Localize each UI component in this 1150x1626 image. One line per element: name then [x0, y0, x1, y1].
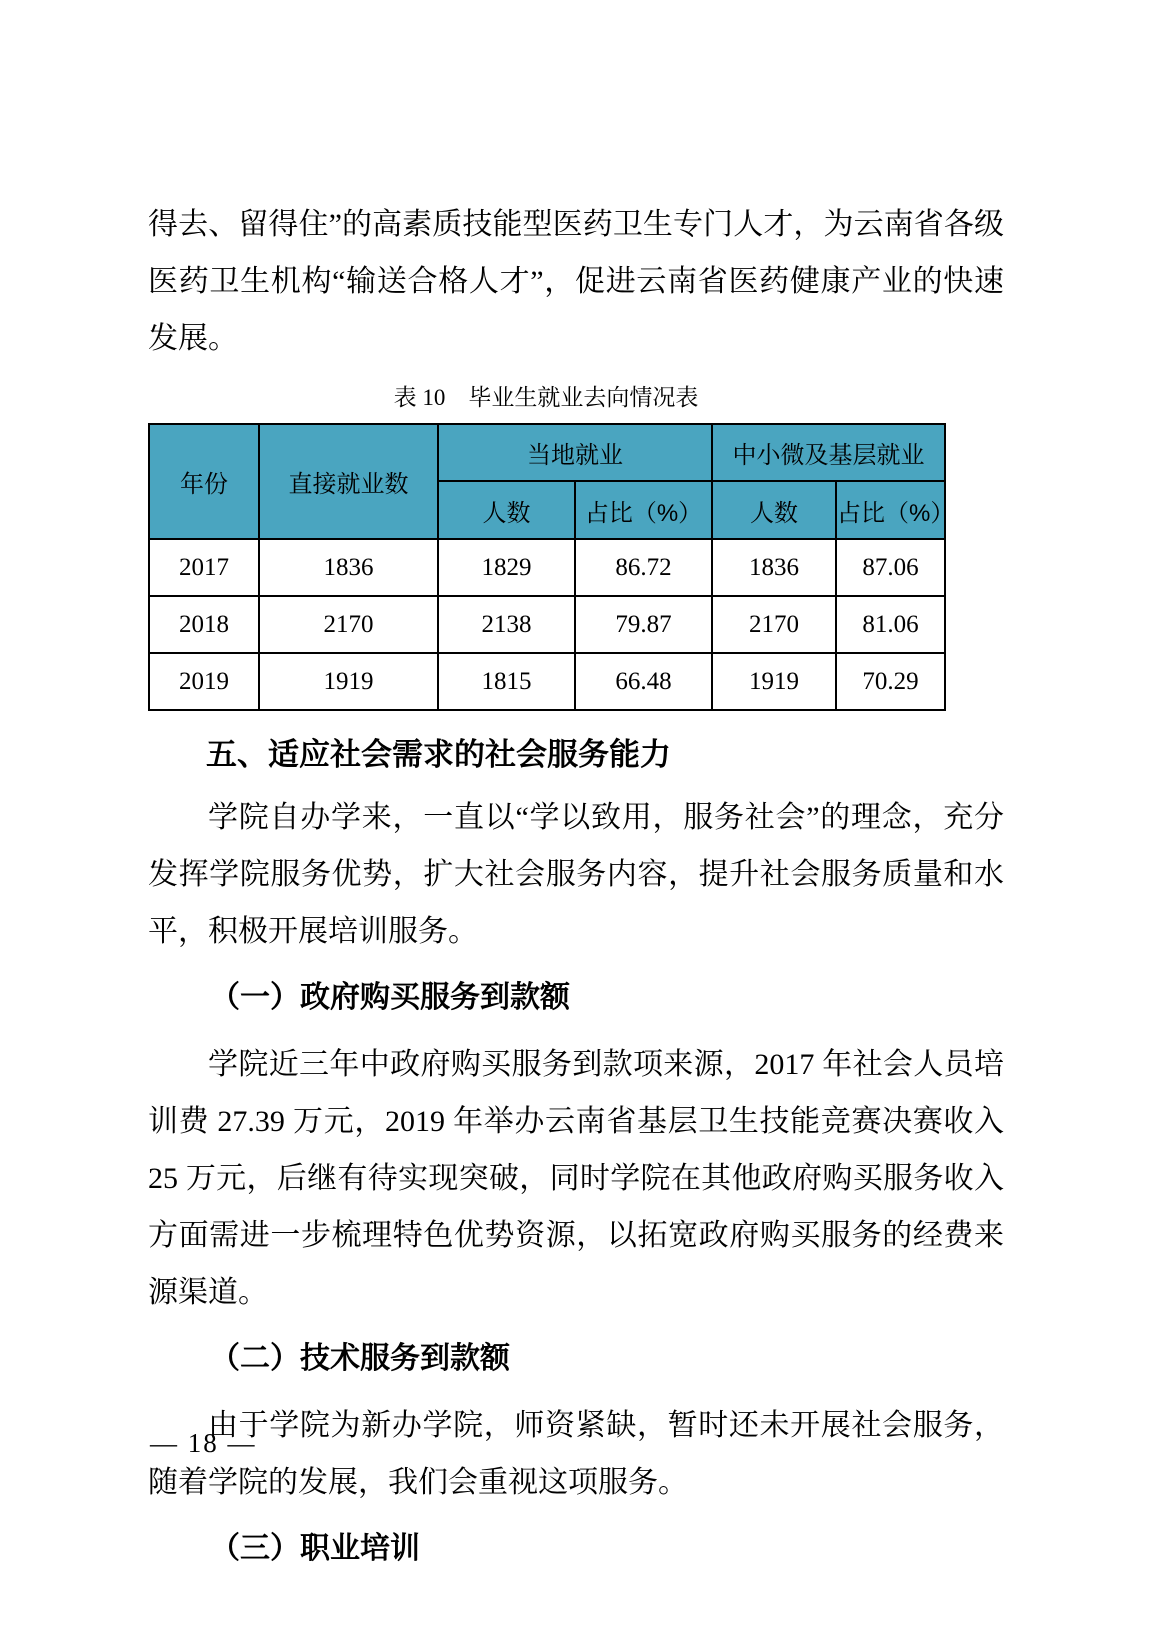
table-row-2018: [149, 596, 945, 653]
cell-direct: 1919: [259, 653, 438, 710]
table-row-2017: [149, 539, 945, 596]
cell-sme-count: 1919: [712, 653, 836, 710]
section-heading-social-service: 五、适应社会需求的社会服务能力: [206, 737, 671, 772]
cell-year: 2017: [149, 539, 259, 596]
cell-local-count: 1815: [438, 653, 575, 710]
col-header-direct-employment: 直接就业数: [259, 424, 438, 539]
page-number: — 18 —: [150, 1428, 257, 1458]
table-caption: 表 10 毕业生就业去向情况表: [393, 385, 699, 410]
col-header-sme-count: 人数: [712, 481, 836, 539]
subsection3-heading-vocational-training: （三）职业培训: [210, 1532, 420, 1565]
cell-sme-count: 2170: [712, 596, 836, 653]
col-group-sme-grassroots-employment: 中小微及基层就业: [712, 424, 945, 481]
col-header-sme-pct: 占比（%）: [836, 481, 945, 539]
table-row-2019: [149, 653, 945, 710]
col-header-year: 年份: [149, 424, 259, 539]
cell-year: 2019: [149, 653, 259, 710]
cell-sme-pct: 81.06: [836, 596, 945, 653]
cell-sme-pct: 87.06: [836, 539, 945, 596]
cell-direct: 2170: [259, 596, 438, 653]
subsection1-heading-gov-purchase: （一）政府购买服务到款额: [210, 981, 570, 1014]
cell-sme-pct: 70.29: [836, 653, 945, 710]
section5-paragraph: 学院自办学来，一直以“学以致用，服务社会”的理念，充分发挥学院服务优势，扩大社会服务内容，提升社会服务质量和水平，积极开展培训服务。: [148, 801, 1004, 948]
col-header-local-pct: 占比（%）: [575, 481, 712, 539]
cell-year: 2018: [149, 596, 259, 653]
employment-table: [148, 423, 955, 711]
col-header-local-count: 人数: [438, 481, 575, 539]
col-group-local-employment: 当地就业: [438, 424, 712, 481]
cell-local-count: 2138: [438, 596, 575, 653]
cell-local-count: 1829: [438, 539, 575, 596]
subsection2-paragraph: 由于学院为新办学院，师资紧缺，暂时还未开展社会服务，随着学院的发展，我们会重视这项服务。: [148, 1409, 1004, 1499]
cell-direct: 1836: [259, 539, 438, 596]
cell-sme-count: 1836: [712, 539, 836, 596]
cell-local-pct: 79.87: [575, 596, 712, 653]
page-content: [148, 196, 1004, 1587]
subsection1-paragraph: 学院近三年中政府购买服务到款项来源，2017 年社会人员培训费 27.39 万元，2019 年举办云南省基层卫生技能竞赛决赛收入 25 万元，后继有待实现突破，同时学院在其他政府购买服务收入方面需进一步梳理特色优势资源，以拓宽政府购买服务的经费来源渠道。: [148, 1048, 1004, 1309]
cell-local-pct: 66.48: [575, 653, 712, 710]
subsection2-heading-tech-service: （二）技术服务到款额: [210, 1342, 510, 1375]
intro-paragraph: 得去、留得住”的高素质技能型医药卫生专门人才，为云南省各级医药卫生机构“输送合格人才”，促进云南省医药健康产业的快速发展。: [148, 208, 1004, 355]
cell-local-pct: 86.72: [575, 539, 712, 596]
